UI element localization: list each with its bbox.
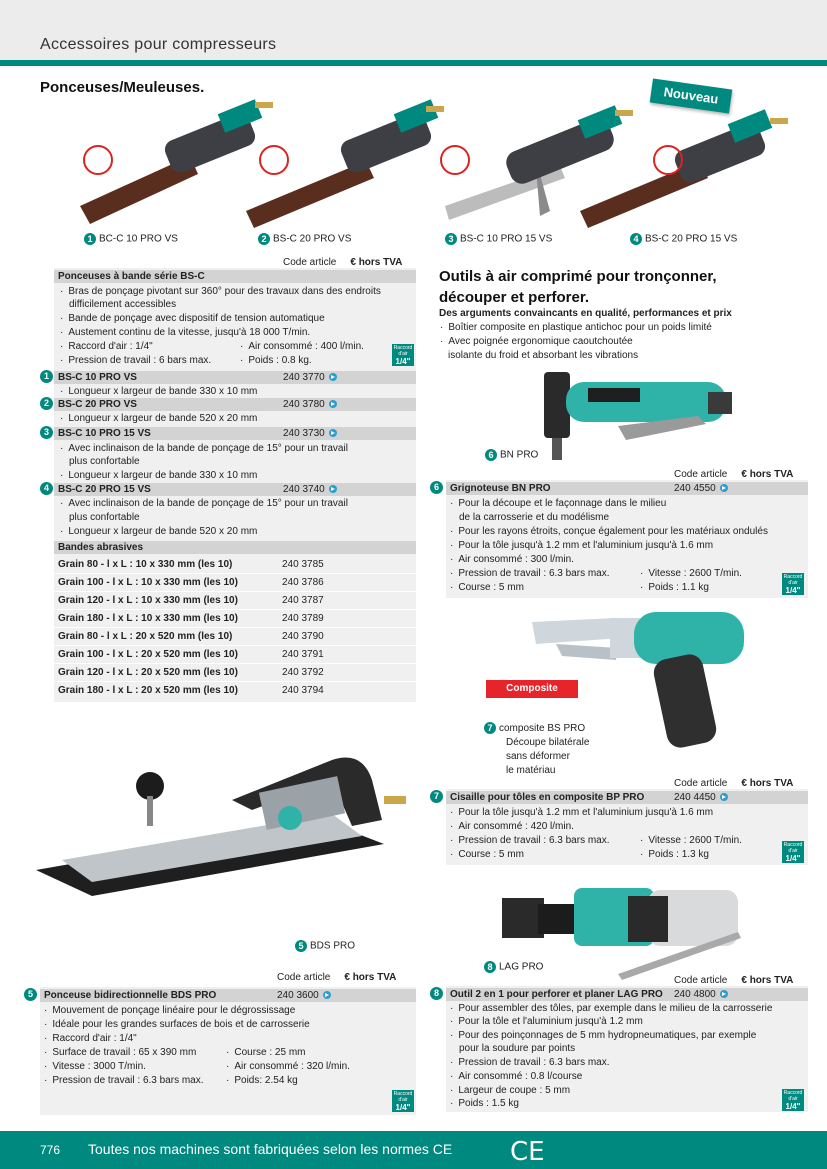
arrow-icon [720,990,728,998]
column-header: Code article € hors TVA [674,975,794,986]
band-code[interactable]: 240 3790 [282,631,324,642]
item-bp-pro: Cisaille pour tôles en composite BP PRO [446,791,808,804]
detail: · Avec inclinaison de la bande de ponçage de 15° pour un travail [60,442,348,455]
page-header [0,0,827,66]
feature: · Bras de ponçage pivotant sur 360° pour des travaux dans des endroits [60,285,381,298]
page-title: Accessoires pour compresseurs [40,36,277,53]
detail: plus confortable [69,512,140,523]
item-code[interactable]: 240 3740 [283,483,337,496]
band-row: Grain 180 - l x L : 20 x 520 mm (les 10) 240 3794 [58,685,324,696]
caption-7: 7 composite BS PRO Découpe bilatérale sans déformer le matériau [484,722,589,778]
detail: · Avec inclinaison de la bande de ponçage de 15° pour un travail [60,497,348,510]
band-code[interactable]: 240 3786 [282,577,324,588]
detail: · Poids : 1.1 kg [640,581,709,594]
item-code[interactable]: 240 3600 [277,989,331,1002]
arrow-icon [323,991,331,999]
intro-bullet: · Boîtier composite en plastique antichoc pour un poids limité [440,321,712,334]
arrow-icon [720,793,728,801]
arrow-icon [329,429,337,437]
air-connector-icon: Raccord d'air 1/4" [393,345,413,366]
detail: · Air consommé : 420 l/min. [450,820,574,833]
air-connector-icon: Raccord d'air 1/4" [783,842,803,863]
feature: · Air consommé : 400 l/min. [240,340,364,353]
detail: · Pour la tôle jusqu'à 1.2 mm et l'aluminium jusqu'à 1.6 mm [450,806,713,819]
item-bn-pro: Grignoteuse BN PRO [446,482,808,495]
detail: · Pression de travail : 6.3 bars max. [450,834,610,847]
detail: · Air consommé : 320 l/min. [226,1060,350,1073]
band-row: Grain 80 - l x L : 20 x 520 mm (les 10) 240 3790 [54,629,416,646]
item-code[interactable]: 240 4550 [674,482,728,495]
composite-tag: Composite [486,680,578,698]
detail: · Course : 5 mm [450,848,524,861]
section-subtitle: Des arguments convaincants en qualité, performances et prix [439,308,732,319]
item-code[interactable]: 240 4450 [674,791,728,804]
feature: · Poids : 0.8 kg. [240,354,312,367]
detail: · Largeur de coupe : 5 mm [450,1084,570,1097]
item-code[interactable]: 240 3780 [283,398,337,411]
air-connector-icon: Raccord d'air 1/4" [783,574,803,595]
detail: · Course : 25 mm [226,1046,305,1059]
band-code[interactable]: 240 3789 [282,613,324,624]
intro-bullet: isolante du froid et absorbant les vibrations [448,350,639,361]
detail: · Pression de travail : 6.3 bars max. [44,1074,204,1087]
band-row: Grain 100 - l x L : 10 x 330 mm (les 10) 240 3786 [54,575,416,592]
item-number: 7 [430,790,443,803]
new-badge: Nouveau [650,79,733,114]
page-number: 776 [40,1143,61,1157]
bands-title: Bandes abrasives [54,541,416,554]
ce-mark-icon: CE [510,1137,545,1167]
caption-2: 2 BS-C 20 PRO VS [258,233,351,245]
detail: · Mouvement de ponçage linéaire pour le dégrossissage [44,1004,295,1017]
item-bds-pro: Ponceuse bidirectionnelle BDS PRO [40,989,416,1002]
item-number: 5 [24,988,37,1001]
caption-1: 1 BC-C 10 PRO VS [84,233,178,245]
detail: pour la soudure par points [459,1043,576,1054]
caption-8: 8 LAG PRO [484,961,543,973]
column-header: Code article € hors TVA [283,257,403,268]
detail: · Air consommé : 0.8 l/course [450,1070,582,1083]
arrow-icon [329,400,337,408]
section-title-cut: Outils à air comprimé pour tronçonner, découper et perforer. [439,268,717,306]
feature: · Bande de ponçage avec dispositif de tension automatique [60,312,325,325]
item-bs-c-20: BS-C 20 PRO VS [54,398,416,411]
band-code[interactable]: 240 3791 [282,649,324,660]
item-number: 6 [430,481,443,494]
item-lag-pro: Outil 2 en 1 pour perforer et planer LAG PRO [446,988,808,1001]
band-code[interactable]: 240 3787 [282,595,324,606]
band-row: Grain 100 - l x L : 20 x 520 mm (les 10) 240 3791 [54,647,416,664]
intro-bullet: · Avec poignée ergonomique caoutchoutée [440,335,633,348]
section-title-sanders: Ponceuses/Meuleuses. [40,79,205,96]
detail: · Longueur x largeur de bande 330 x 10 mm [60,469,257,482]
nibbler-image [538,366,748,466]
feature: · Pression de travail : 6 bars max. [60,354,211,367]
item-number: 8 [430,987,443,1000]
detail: · Pression de travail : 6.3 bars max. [450,1056,610,1069]
band-code[interactable]: 240 3785 [282,559,324,570]
bs-table-title: Ponceuses à bande série BS-C [54,270,416,283]
item-number: 1 [40,370,53,383]
arrow-icon [329,485,337,493]
band-row: Grain 80 - l x L : 10 x 330 mm (les 10) 240 3785 [54,557,416,574]
detail: · Pour les rayons étroits, conçue également pour les matériaux ondulés [450,525,768,538]
detail: · Longueur x largeur de bande 520 x 20 mm [60,412,257,425]
detail: · Pour des poinçonnages de 5 mm hydropneumatiques, par exemple [450,1029,756,1042]
detail: · Poids: 2.54 kg [226,1074,298,1087]
item-number: 2 [40,397,53,410]
item-number: 3 [40,426,53,439]
detail: · Poids : 1.5 kg [450,1097,519,1110]
band-row: Grain 120 - l x L : 20 x 520 mm (les 10) 240 3792 [54,665,416,682]
item-bs-c-10-15: BS-C 10 PRO 15 VS [54,427,416,440]
orbital-sander-image [32,740,412,900]
column-header: Code article € hors TVA [674,778,794,789]
feature: · Austement continu de la vitesse, jusqu'à 18 000 T/min. [60,326,310,339]
caption-6: 6 BN PRO [485,449,538,461]
detail: · Vitesse : 2600 T/min. [640,567,742,580]
feature: difficilement accessibles [69,299,177,310]
detail: · Longueur x largeur de bande 330 x 10 mm [60,385,257,398]
item-code[interactable]: 240 3730 [283,427,337,440]
item-code[interactable]: 240 4800 [674,988,728,1001]
band-code[interactable]: 240 3792 [282,667,324,678]
item-bs-c-10: BS-C 10 PRO VS [54,371,416,384]
detail: · Pression de travail : 6.3 bars max. [450,567,610,580]
arrow-icon [720,484,728,492]
detail: · Air consommé : 300 l/min. [450,553,574,566]
caption-5: 5 BDS PRO [295,940,355,952]
belt-sander-images [70,96,827,232]
detail: · Poids : 1.3 kg [640,848,709,861]
band-row: Grain 180 - l x L : 10 x 330 mm (les 10) 240 3789 [54,611,416,628]
detail: · Surface de travail : 65 x 390 mm [44,1046,196,1059]
band-row: Grain 120 - l x L : 10 x 330 mm (les 10) 240 3787 [54,593,416,610]
detail: · Pour la découpe et le façonnage dans le milieu [450,497,666,510]
detail: de la carrosserie et du modélisme [459,512,610,523]
item-code[interactable]: 240 3770 [283,371,337,384]
feature: · Raccord d'air : 1/4" [60,340,153,353]
detail: · Raccord d'air : 1/4" [44,1032,137,1045]
detail: · Vitesse : 2600 T/min. [640,834,742,847]
caption-4: 4 BS-C 20 PRO 15 VS [630,233,737,245]
detail: · Idéale pour les grandes surfaces de bois et de carrosserie [44,1018,310,1031]
air-connector-icon: Raccord d'air 1/4" [393,1091,413,1112]
detail: · Pour assembler des tôles, par exemple dans le milieu de la carrosserie [450,1002,772,1015]
column-header: Code article € hors TVA [674,469,794,480]
column-header: Code article € hors TVA [277,972,397,983]
band-code[interactable]: 240 3794 [282,685,324,696]
footer-text: Toutes nos machines sont fabriquées selon les normes CE [88,1141,453,1157]
detail: · Longueur x largeur de bande 520 x 20 mm [60,525,257,538]
detail: plus confortable [69,456,140,467]
item-bs-c-20-15: BS-C 20 PRO 15 VS [54,483,416,496]
item-number: 4 [40,482,53,495]
detail: · Pour la tôle jusqu'à 1.2 mm et l'aluminium jusqu'à 1.6 mm [450,539,713,552]
detail: · Course : 5 mm [450,581,524,594]
detail: · Vitesse : 3000 T/min. [44,1060,146,1073]
caption-3: 3 BS-C 10 PRO 15 VS [445,233,552,245]
arrow-icon [329,373,337,381]
air-connector-icon: Raccord d'air 1/4" [783,1090,803,1111]
detail: · Pour la tôle et l'aluminium jusqu'à 1.2 mm [450,1015,643,1028]
